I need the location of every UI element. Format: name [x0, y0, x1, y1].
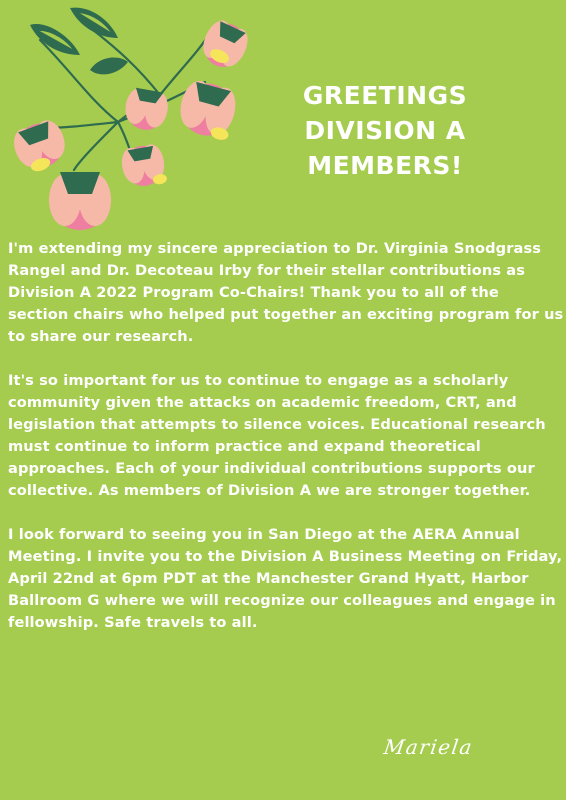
signature: Mariela [382, 735, 475, 759]
heading-line-3: MEMBERS! [307, 151, 463, 180]
heading-line-2: DIVISION A [304, 116, 466, 145]
letter-body [8, 238, 564, 656]
flower-bouquet-illustration [0, 0, 270, 230]
paragraph-invitation: I look forward to seeing you in San Diego at the AERA Annual Meeting. I invite you to the Division A Business Meeting on Friday, April 22nd at 6pm PDT at the Manchester Grand Hyatt, Harbor Ballroom G where we will recognize our colleagues and engage in fellowship. Safe travels to all. [8, 526, 563, 631]
paragraph-community: It's so important for us to continue to engage as a scholarly community given the attacks on academic freedom, CRT, and legislation that attempts to silence voices. Educational research must continue to inform practice and expand theoretical approaches. Each of your individual contributions supports our collective. As members of Division A we are stronger together. [8, 372, 546, 499]
flower-left [9, 116, 72, 176]
flower-middle-right [175, 78, 241, 142]
flower-lower-right [119, 143, 167, 191]
greeting-heading [285, 78, 485, 183]
flower-bottom [49, 172, 111, 230]
paragraph-appreciation: I'm extending my sincere appreciation to Dr. Virginia Snodgrass Rangel and Dr. Decoteau Irby for their stellar contributions as Division A 2022 Program Co-Chairs! Thank you to all of the section chairs who helped put together an exciting program for us to share our research. [8, 240, 564, 345]
flower-top-right [196, 16, 253, 74]
heading-line-1: GREETINGS [302, 81, 468, 110]
flower-center [122, 87, 170, 134]
